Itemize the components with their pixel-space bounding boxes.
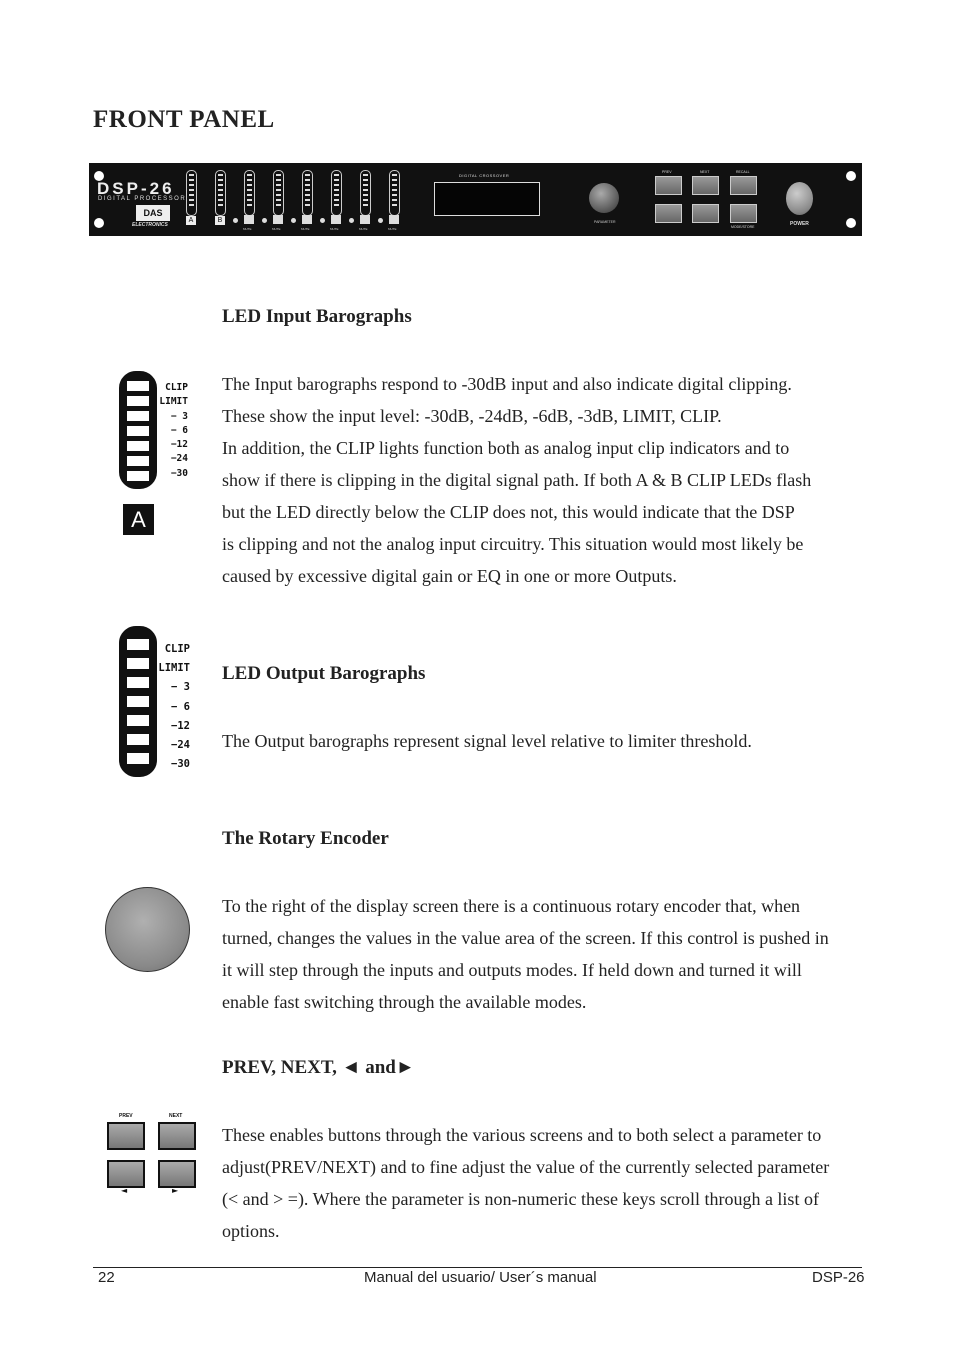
paragraph-line: In addition, the CLIP lights function both as analog input clip indicators and to	[222, 438, 790, 458]
led-6	[127, 426, 149, 436]
page-number: 22	[98, 1269, 115, 1286]
section-heading-output: LED Output Barographs	[222, 663, 426, 684]
panel-mute-led	[320, 218, 325, 223]
barograph-label: −30	[170, 467, 188, 479]
panel-meter-led	[276, 174, 281, 176]
paragraph-line: but the LED directly below the CLIP does not, this would indicate that the DSP	[222, 502, 795, 522]
panel-meter-led	[276, 204, 281, 206]
channel-a-badge: A	[123, 504, 154, 535]
panel-meter-led	[305, 179, 310, 181]
panel-mute-label: MUTE	[330, 227, 339, 231]
panel-meter-led	[218, 189, 223, 191]
panel-meter-led	[247, 189, 252, 191]
barograph-label: −24	[171, 739, 190, 752]
paragraph-line: show if there is clipping in the digital signal path. If both A & B CLIP LEDs flash	[222, 470, 812, 490]
panel-meter-led	[392, 184, 397, 186]
panel-meter-led	[218, 174, 223, 176]
nav-prev-label: PREV	[119, 1113, 133, 1119]
panel-meter-led	[305, 184, 310, 186]
led-24	[127, 456, 149, 466]
panel-mute-label: MUTE	[388, 227, 397, 231]
output-barograph-labels	[158, 640, 190, 774]
panel-meter-led	[305, 199, 310, 201]
panel-meter	[302, 170, 313, 216]
panel-meter-led	[363, 189, 368, 191]
panel-meter-led	[392, 199, 397, 201]
panel-meter-led	[363, 204, 368, 206]
panel-mute-led	[291, 218, 296, 223]
panel-meter-led	[276, 189, 281, 191]
panel-meter	[360, 170, 371, 216]
barograph-label: −30	[171, 758, 190, 771]
panel-mute-label: MUTE	[243, 227, 252, 231]
input-barograph	[119, 371, 157, 489]
panel-mute-led	[378, 218, 383, 223]
panel-meter-led	[305, 174, 310, 176]
panel-model-name: DSP-26	[97, 179, 175, 198]
panel-meter-led	[276, 179, 281, 181]
panel-meter-led	[218, 194, 223, 196]
panel-mute-button[interactable]	[389, 215, 399, 224]
section-heading-nav: PREV, NEXT, ◄ and►	[222, 1057, 415, 1078]
panel-meter-led	[247, 199, 252, 201]
led-limit	[127, 396, 149, 406]
rack-ear-hole	[846, 171, 856, 181]
panel-meter-led	[363, 184, 368, 186]
panel-meter	[389, 170, 400, 216]
paragraph-line: (< and > =). Where the parameter is non-numeric these keys scroll through a list of	[222, 1189, 819, 1209]
parameter-knob-label: PARAMETER	[594, 220, 616, 224]
rack-ear-hole	[846, 218, 856, 228]
nav-next-button	[158, 1122, 196, 1150]
panel-meter-led	[189, 194, 194, 196]
section-heading-encoder: The Rotary Encoder	[222, 828, 389, 849]
panel-meter-led	[189, 174, 194, 176]
barograph-label: − 6	[171, 700, 190, 713]
input-description	[222, 368, 882, 592]
panel-subtitle: DIGITAL PROCESSOR	[98, 196, 187, 202]
output-barograph	[119, 626, 157, 777]
panel-prev-button[interactable]	[655, 176, 682, 195]
panel-mute-led	[262, 218, 267, 223]
led-24	[127, 734, 149, 745]
panel-channel-b: B	[215, 216, 225, 225]
panel-meter-led	[247, 204, 252, 206]
left-arrow-icon: ◄	[121, 1186, 128, 1195]
paragraph-line: caused by excessive digital gain or EQ in one or more Outputs.	[222, 566, 677, 586]
panel-meter-led	[363, 194, 368, 196]
paragraph-line: turned, changes the values in the value area of the screen. If this control is pushed in	[222, 928, 829, 948]
footer-rule	[93, 1267, 862, 1268]
footer-model: DSP-26	[812, 1269, 865, 1286]
barograph-label: LIMIT	[159, 396, 188, 408]
panel-mute-label: MUTE	[359, 227, 368, 231]
panel-next-label: NEXT	[700, 170, 710, 174]
brand-electronics: ELECTRONICS	[132, 222, 168, 228]
led-12	[127, 441, 149, 451]
paragraph-line: The Output barographs represent signal level relative to limiter threshold.	[222, 731, 752, 751]
led-30	[127, 471, 149, 481]
panel-meter-led	[334, 189, 339, 191]
panel-meter	[331, 170, 342, 216]
panel-meter-led	[276, 184, 281, 186]
panel-meter-led	[392, 194, 397, 196]
panel-meter-led	[218, 204, 223, 206]
barograph-label: CLIP	[164, 643, 190, 655]
panel-meter-led	[392, 204, 397, 206]
panel-meter-led	[334, 184, 339, 186]
panel-mute-label: MUTE	[301, 227, 310, 231]
panel-meter-led	[218, 179, 223, 181]
panel-recall-button[interactable]	[730, 176, 757, 195]
paragraph-line: The Input barographs respond to -30dB input and also indicate digital clipping.	[222, 374, 792, 394]
panel-mute-label: MUTE	[272, 227, 281, 231]
nav-description	[222, 1119, 882, 1247]
panel-meter-led	[276, 199, 281, 201]
panel-meter-led	[247, 179, 252, 181]
rack-ear-hole	[94, 218, 104, 228]
nav-next-label: NEXT	[169, 1113, 183, 1119]
panel-meter-led	[218, 199, 223, 201]
input-barograph-labels	[158, 381, 188, 481]
panel-meter-led	[334, 204, 339, 206]
panel-meter-led	[305, 204, 310, 206]
panel-meter-led	[334, 199, 339, 201]
panel-channel-a: A	[186, 216, 196, 225]
panel-meter-led	[334, 174, 339, 176]
led-clip	[127, 381, 149, 391]
nav-left-button	[107, 1160, 145, 1188]
panel-meter-led	[334, 194, 339, 196]
encoder-description	[222, 890, 882, 1018]
panel-mute-button[interactable]	[360, 215, 370, 224]
panel-meter-led	[189, 179, 194, 181]
power-label: POWER	[790, 221, 809, 227]
led-30	[127, 753, 149, 764]
section-heading-input: LED Input Barographs	[222, 306, 412, 327]
panel-mute-led	[233, 218, 238, 223]
rotary-encoder-illustration	[105, 887, 190, 972]
panel-meter-led	[334, 179, 339, 181]
panel-mute-led	[349, 218, 354, 223]
panel-meter-led	[189, 199, 194, 201]
panel-meter-led	[363, 199, 368, 201]
panel-meter-led	[363, 174, 368, 176]
led-limit	[127, 658, 149, 669]
panel-meter-led	[363, 179, 368, 181]
panel-meter	[186, 170, 197, 216]
panel-meter-led	[305, 194, 310, 196]
paragraph-line: To the right of the display screen there is a continuous rotary encoder that, when	[222, 896, 801, 916]
panel-meter-led	[392, 189, 397, 191]
barograph-label: − 6	[170, 424, 188, 436]
paragraph-line: options.	[222, 1221, 280, 1241]
panel-mute-button[interactable]	[331, 215, 341, 224]
barograph-label: LIMIT	[158, 662, 190, 675]
power-switch[interactable]	[786, 182, 813, 215]
lcd-display	[434, 182, 540, 216]
panel-recall-label: RECALL	[736, 170, 750, 174]
panel-meter-led	[392, 174, 397, 176]
panel-meter-led	[189, 189, 194, 191]
led-6	[127, 696, 149, 707]
lcd-label: DIGITAL CROSSOVER	[459, 173, 510, 178]
panel-store-button[interactable]	[730, 204, 757, 223]
panel-prev-label: PREV	[662, 170, 672, 174]
panel-meter-led	[247, 184, 252, 186]
barograph-label: − 3	[171, 681, 190, 694]
panel-mute-button[interactable]	[244, 215, 254, 224]
right-arrow-icon: ►	[172, 1186, 179, 1195]
panel-meter	[215, 170, 226, 216]
panel-left-button[interactable]	[655, 204, 682, 223]
barograph-label: − 3	[170, 410, 188, 422]
paragraph-line: is clipping and not the analog input circuitry. This situation would most likely be	[222, 534, 804, 554]
front-panel-illustration	[89, 163, 862, 236]
panel-right-button[interactable]	[692, 204, 719, 223]
nav-right-button	[158, 1160, 196, 1188]
output-description	[222, 725, 882, 757]
panel-meter	[244, 170, 255, 216]
led-3	[127, 411, 149, 421]
paragraph-line: enable fast switching through the available modes.	[222, 992, 587, 1012]
paragraph-line: it will step through the inputs and outputs modes. If held down and turned it will	[222, 960, 802, 980]
barograph-label: −12	[171, 719, 190, 732]
panel-meter-led	[247, 194, 252, 196]
led-3	[127, 677, 149, 688]
panel-mute-button[interactable]	[273, 215, 283, 224]
led-clip	[127, 639, 149, 650]
paragraph-line: These show the input level: -30dB, -24dB, -6dB, -3dB, LIMIT, CLIP.	[222, 406, 722, 426]
panel-meter-led	[218, 184, 223, 186]
panel-mute-button[interactable]	[302, 215, 312, 224]
panel-meter-led	[189, 184, 194, 186]
paragraph-line: These enables buttons through the various screens and to both select a parameter to	[222, 1125, 822, 1145]
panel-meter-led	[276, 194, 281, 196]
panel-meter-led	[189, 204, 194, 206]
page-title: FRONT PANEL	[93, 106, 275, 133]
panel-meter-led	[247, 174, 252, 176]
barograph-label: CLIP	[165, 382, 188, 393]
panel-meter-led	[392, 179, 397, 181]
footer-manual-title: Manual del usuario/ User´s manual	[364, 1269, 597, 1286]
panel-store-label: MODE/STORE	[731, 225, 755, 229]
panel-meter-led	[305, 189, 310, 191]
barograph-label: −24	[170, 453, 188, 465]
panel-meter	[273, 170, 284, 216]
nav-prev-button	[107, 1122, 145, 1150]
brand-logo: DAS	[136, 205, 170, 221]
barograph-label: −12	[170, 439, 188, 451]
led-12	[127, 715, 149, 726]
parameter-knob[interactable]	[589, 183, 619, 213]
paragraph-line: adjust(PREV/NEXT) and to fine adjust the value of the currently selected parameter	[222, 1157, 830, 1177]
panel-next-button[interactable]	[692, 176, 719, 195]
